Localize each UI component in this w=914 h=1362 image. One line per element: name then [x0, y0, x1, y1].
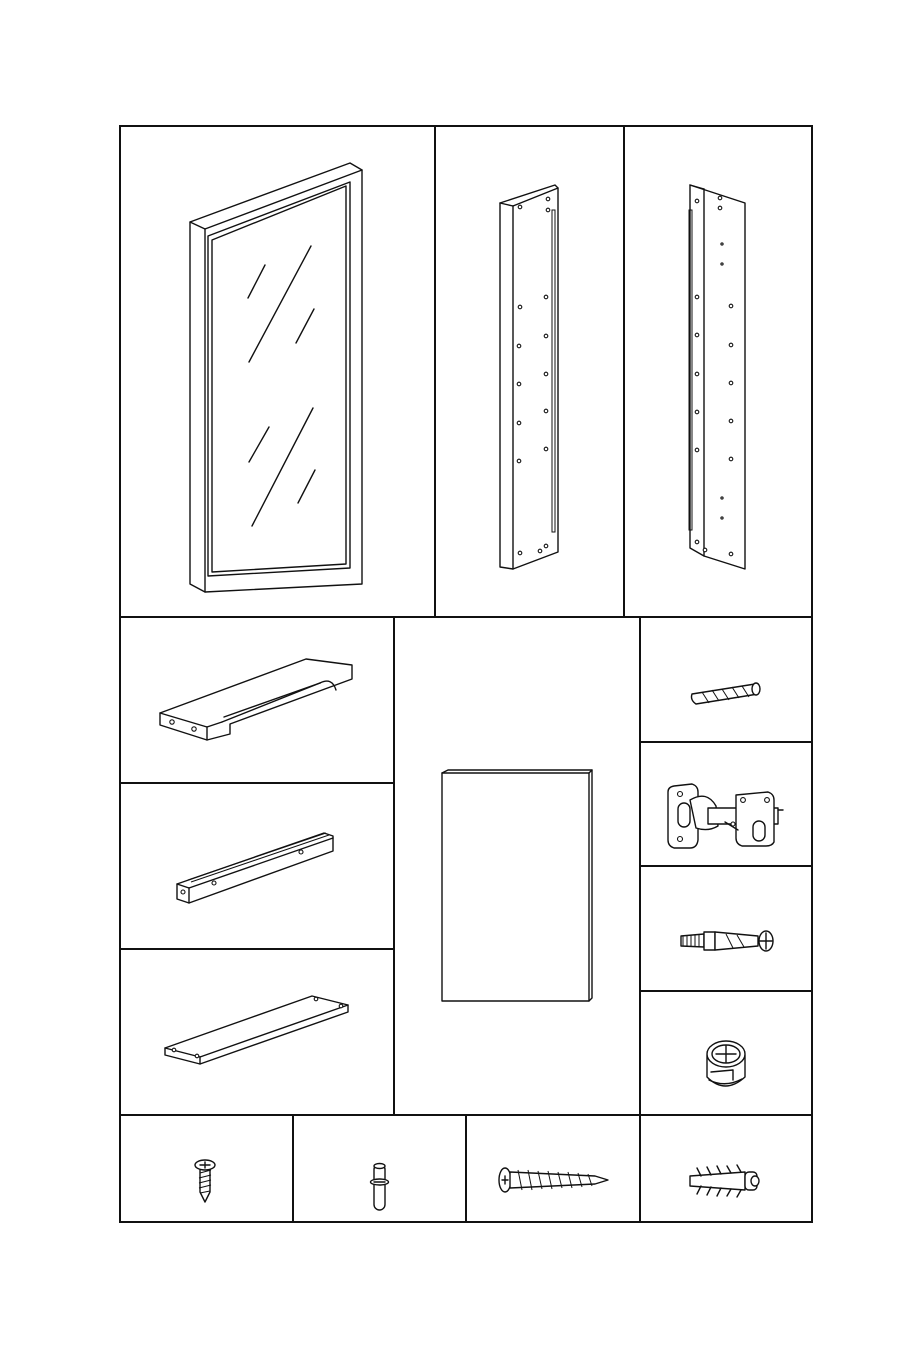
drill-hole — [695, 199, 699, 203]
drill-hole — [538, 549, 542, 553]
drill-hole — [695, 410, 699, 414]
drill-hole — [546, 208, 550, 212]
drill-hole — [729, 419, 733, 423]
drill-hole — [729, 343, 733, 347]
drill-hole — [721, 517, 723, 519]
drill-hole — [518, 305, 522, 309]
drill-hole — [729, 552, 733, 556]
drill-hole — [544, 372, 548, 376]
drill-hole — [695, 372, 699, 376]
drill-hole — [721, 263, 723, 265]
drill-hole — [703, 548, 707, 552]
drill-hole — [517, 459, 521, 463]
drill-hole — [544, 447, 548, 451]
drill-hole — [517, 382, 521, 386]
drill-hole — [517, 421, 521, 425]
drill-hole — [718, 206, 722, 210]
drill-hole — [721, 497, 723, 499]
drill-hole — [544, 295, 548, 299]
drill-hole — [518, 551, 522, 555]
drill-hole — [695, 448, 699, 452]
drill-hole — [729, 457, 733, 461]
drill-hole — [544, 334, 548, 338]
drill-hole — [729, 381, 733, 385]
drill-hole — [546, 197, 550, 201]
drill-hole — [544, 544, 548, 548]
drill-hole — [695, 540, 699, 544]
cam-lock-icon — [707, 1041, 745, 1086]
drill-hole — [695, 333, 699, 337]
drill-hole — [718, 196, 722, 200]
drill-hole — [695, 295, 699, 299]
drill-hole — [544, 409, 548, 413]
drill-hole — [729, 304, 733, 308]
drill-hole — [518, 205, 522, 209]
drill-hole — [721, 243, 723, 245]
drill-hole — [517, 344, 521, 348]
